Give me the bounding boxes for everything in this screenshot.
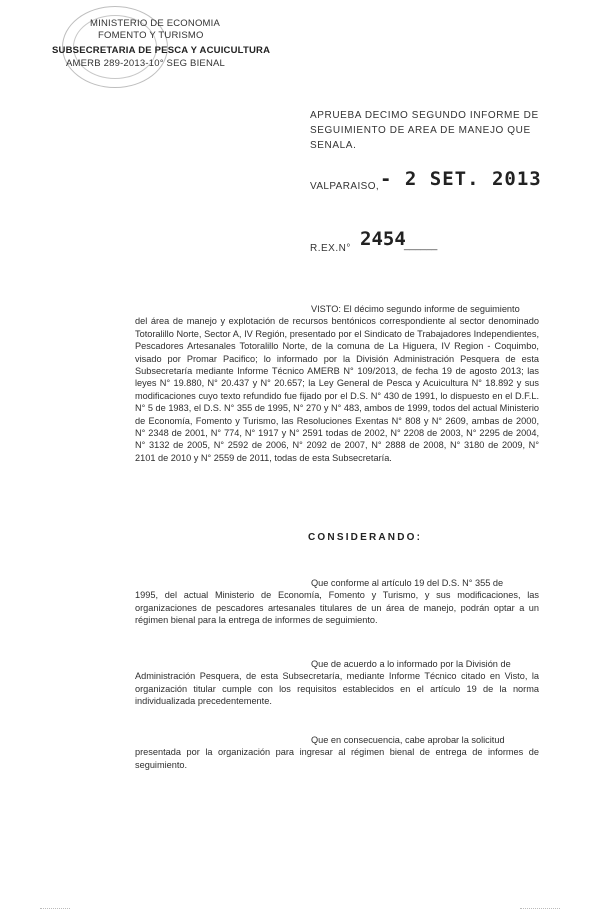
date-stamp: - 2 SET. 2013 bbox=[380, 168, 542, 190]
visto-body: del área de manejo y explotación de recursos bentónicos correspondiente al sector denominado Totoralillo Norte, Sector A, IV Región, presentado por el Sindicato de Trabajadores Independientes, Pescadores Artesanales Totoralillo Norte, de la comuna de La Higuera, IV Region - Coquimbo, visado por Promar Pacifico; lo informado por la División Administración Pesquera de esta Subsecretaría mediante Informe Técnico AMERB N° 109/2013, de fecha 19 de agosto 2013; las leyes N° 19.880, N° 20.437 y N° 20.657; la Ley General de Pesca y Acuicultura N° 18.892 y sus modificaciones cuyo texto refundido fue fijado por el D.S. N° 430 de 1991, lo dispuesto en el D.F.L. N° 5 de 1983, el D.S. N° 355 de 1995, N° 270 y N° 483, ambos de 1999, todos del actual Ministerio de Economía, Fomento y Turismo, las Resoluciones Exentas N° 808 y N° 2609, ambas de 2000, N° 2348 de 2001, N° 774, N° 1917 y N° 2591 todas de 2002, N° 2208 de 2003, N° 2295 de 2004, N° 3132 de 2005, N° 2592 de 2006, N° 2092 de 2007, N° 2888 de 2008, N° 3180 de 2009, N° 2101 de 2010 y N° 2559 de 2011, todas de esta Subsecretaría. bbox=[135, 316, 539, 463]
visto-paragraph bbox=[135, 303, 539, 464]
footer-scan-mark-right bbox=[520, 908, 560, 909]
visto-lead: VISTO: El décimo segundo informe de seguimiento bbox=[311, 304, 520, 314]
considerando-paragraph-1 bbox=[135, 577, 539, 627]
considerando-paragraph-2 bbox=[135, 658, 539, 708]
considerando-p3-lead: Que en consecuencia, cabe aprobar la solicitud bbox=[311, 735, 505, 745]
resolution-underline: ______ bbox=[404, 240, 438, 251]
subject-line-1: APRUEBA DECIMO SEGUNDO INFORME DE bbox=[310, 110, 539, 121]
resolution-label: R.EX.N° bbox=[310, 243, 351, 254]
considerando-p2-body: Administración Pesquera, de esta Subsecretaría, mediante Informe Técnico citado en Visto, la organización titular cumple con los requisitos establecidos en el artículo 19 de la norma individualizada precedentemente. bbox=[135, 671, 539, 707]
header-ministry-sub: FOMENTO Y TURISMO bbox=[98, 30, 204, 41]
header-ministry: MINISTERIO DE ECONOMIA bbox=[90, 18, 221, 29]
considerando-heading: CONSIDERANDO: bbox=[308, 532, 423, 543]
place-city: VALPARAISO, bbox=[310, 181, 380, 192]
subject-line-2: SEGUIMIENTO DE AREA DE MANEJO QUE SENALA. bbox=[310, 125, 531, 151]
considerando-p2-lead: Que de acuerdo a lo informado por la División de bbox=[311, 659, 511, 669]
header-subsecretaria: SUBSECRETARIA DE PESCA Y ACUICULTURA bbox=[52, 45, 271, 56]
considerando-p1-body: 1995, del actual Ministerio de Economía, Fomento y Turismo, y sus modificaciones, las organizaciones de pescadores artesanales titulares de un área de manejo, podrán optar a un régimen bienal para la entrega de informes de seguimiento. bbox=[135, 590, 539, 626]
considerando-paragraph-3 bbox=[135, 734, 539, 771]
footer-scan-mark-left bbox=[40, 908, 70, 909]
considerando-p3-body: presentada por la organización para ingresar al régimen bienal de entrega de informes de seguimiento. bbox=[135, 747, 539, 770]
header-reference: AMERB 289-2013-10° SEG BIENAL bbox=[66, 58, 226, 69]
resolution-number: 2454 bbox=[360, 228, 406, 250]
subject-block bbox=[310, 108, 550, 153]
considerando-p1-lead: Que conforme al artículo 19 del D.S. N° 355 de bbox=[311, 578, 504, 588]
